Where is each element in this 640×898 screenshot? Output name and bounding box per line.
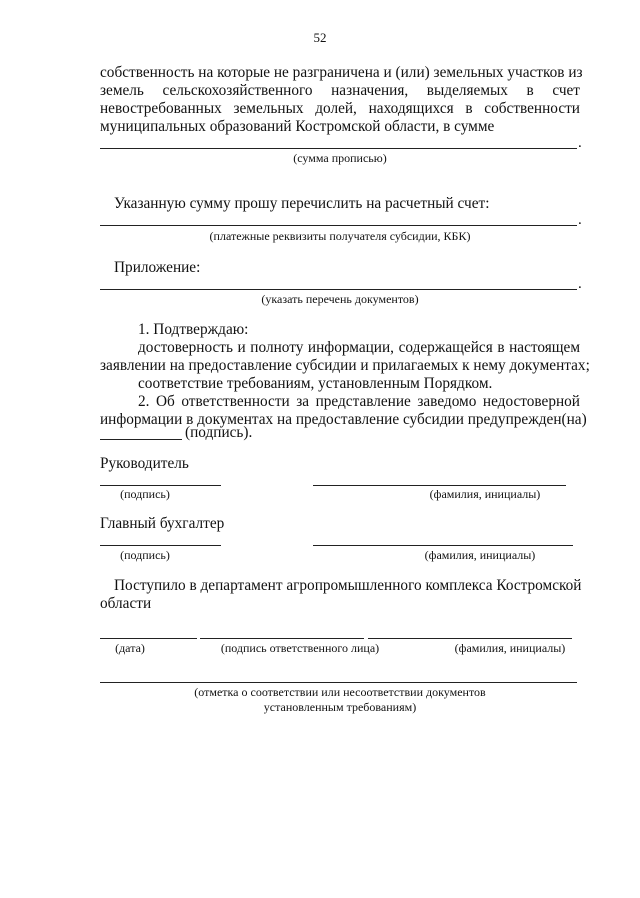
intro-line-4: муниципальных образований Костромской области, в сумме xyxy=(100,118,495,135)
head-title: Руководитель xyxy=(100,455,189,472)
compliance-line xyxy=(100,682,577,683)
confirm-item1-line-2: заявлении на предоставление субсидии и прилагаемых к нему документах; xyxy=(100,357,590,374)
head-name-line xyxy=(313,485,566,486)
attachment-line xyxy=(100,289,577,290)
accountant-sign-line xyxy=(100,545,221,546)
attachment-label: Приложение: xyxy=(114,259,201,276)
transfer-text: Указанную сумму прошу перечислить на расчетный счет: xyxy=(114,195,490,212)
received-official-caption: (подпись ответственного лица) xyxy=(220,641,380,655)
attachment-caption: (указать перечень документов) xyxy=(261,292,419,306)
transfer-line-period: . xyxy=(578,212,582,228)
accountant-name-line xyxy=(313,545,573,546)
head-sign-line xyxy=(100,485,221,486)
transfer-line xyxy=(100,225,577,226)
confirm-item2: соответствие требованиям, установленным Порядком. xyxy=(138,375,493,392)
sum-line-period: . xyxy=(578,135,582,151)
accountant-name-caption: (фамилия, инициалы) xyxy=(424,548,536,562)
head-name-caption: (фамилия, инициалы) xyxy=(429,487,541,501)
accountant-sign-caption: (подпись) xyxy=(120,548,170,562)
received-name-line xyxy=(368,638,572,639)
confirm-item1-line-1: достоверность и полноту информации, содержащейся в настоящем xyxy=(138,339,580,356)
attachment-line-period: . xyxy=(578,276,582,292)
sum-line xyxy=(100,148,577,149)
intro-line-2: земель сельскохозяйственного назначения, выделяемых в счет xyxy=(100,82,580,99)
intro-line-3: невостребованных земельных долей, находящихся в собственности xyxy=(100,100,580,117)
responsibility-signature-suffix: (подпись). xyxy=(185,424,253,441)
compliance-caption-line-2: установленным требованиям) xyxy=(263,700,417,714)
intro-line-1: собственность на которые не разграничена и (или) земельных участков из xyxy=(100,64,583,81)
sum-caption: (сумма прописью) xyxy=(293,151,387,165)
received-official-line xyxy=(200,638,364,639)
page-number: 52 xyxy=(313,30,327,45)
received-date-caption: (дата) xyxy=(115,641,145,655)
received-date-line xyxy=(100,638,197,639)
responsibility-signature-line xyxy=(100,439,182,440)
responsibility-line-1: 2. Об ответственности за представление заведомо недостоверной xyxy=(138,393,580,410)
transfer-caption: (платежные реквизиты получателя субсидии, КБК) xyxy=(209,229,471,243)
received-name-caption: (фамилия, инициалы) xyxy=(454,641,566,655)
responsibility-line-2: информации в документах на предоставление субсидии предупрежден(на) xyxy=(100,411,587,428)
received-line-2: области xyxy=(100,595,152,612)
received-line-1: Поступило в департамент агропромышленного комплекса Костромской xyxy=(114,577,582,594)
head-sign-caption: (подпись) xyxy=(120,487,170,501)
compliance-caption-line-1: (отметка о соответствии или несоответствии документов xyxy=(194,685,486,699)
confirm-heading: 1. Подтверждаю: xyxy=(138,321,249,338)
accountant-title: Главный бухгалтер xyxy=(100,515,225,532)
